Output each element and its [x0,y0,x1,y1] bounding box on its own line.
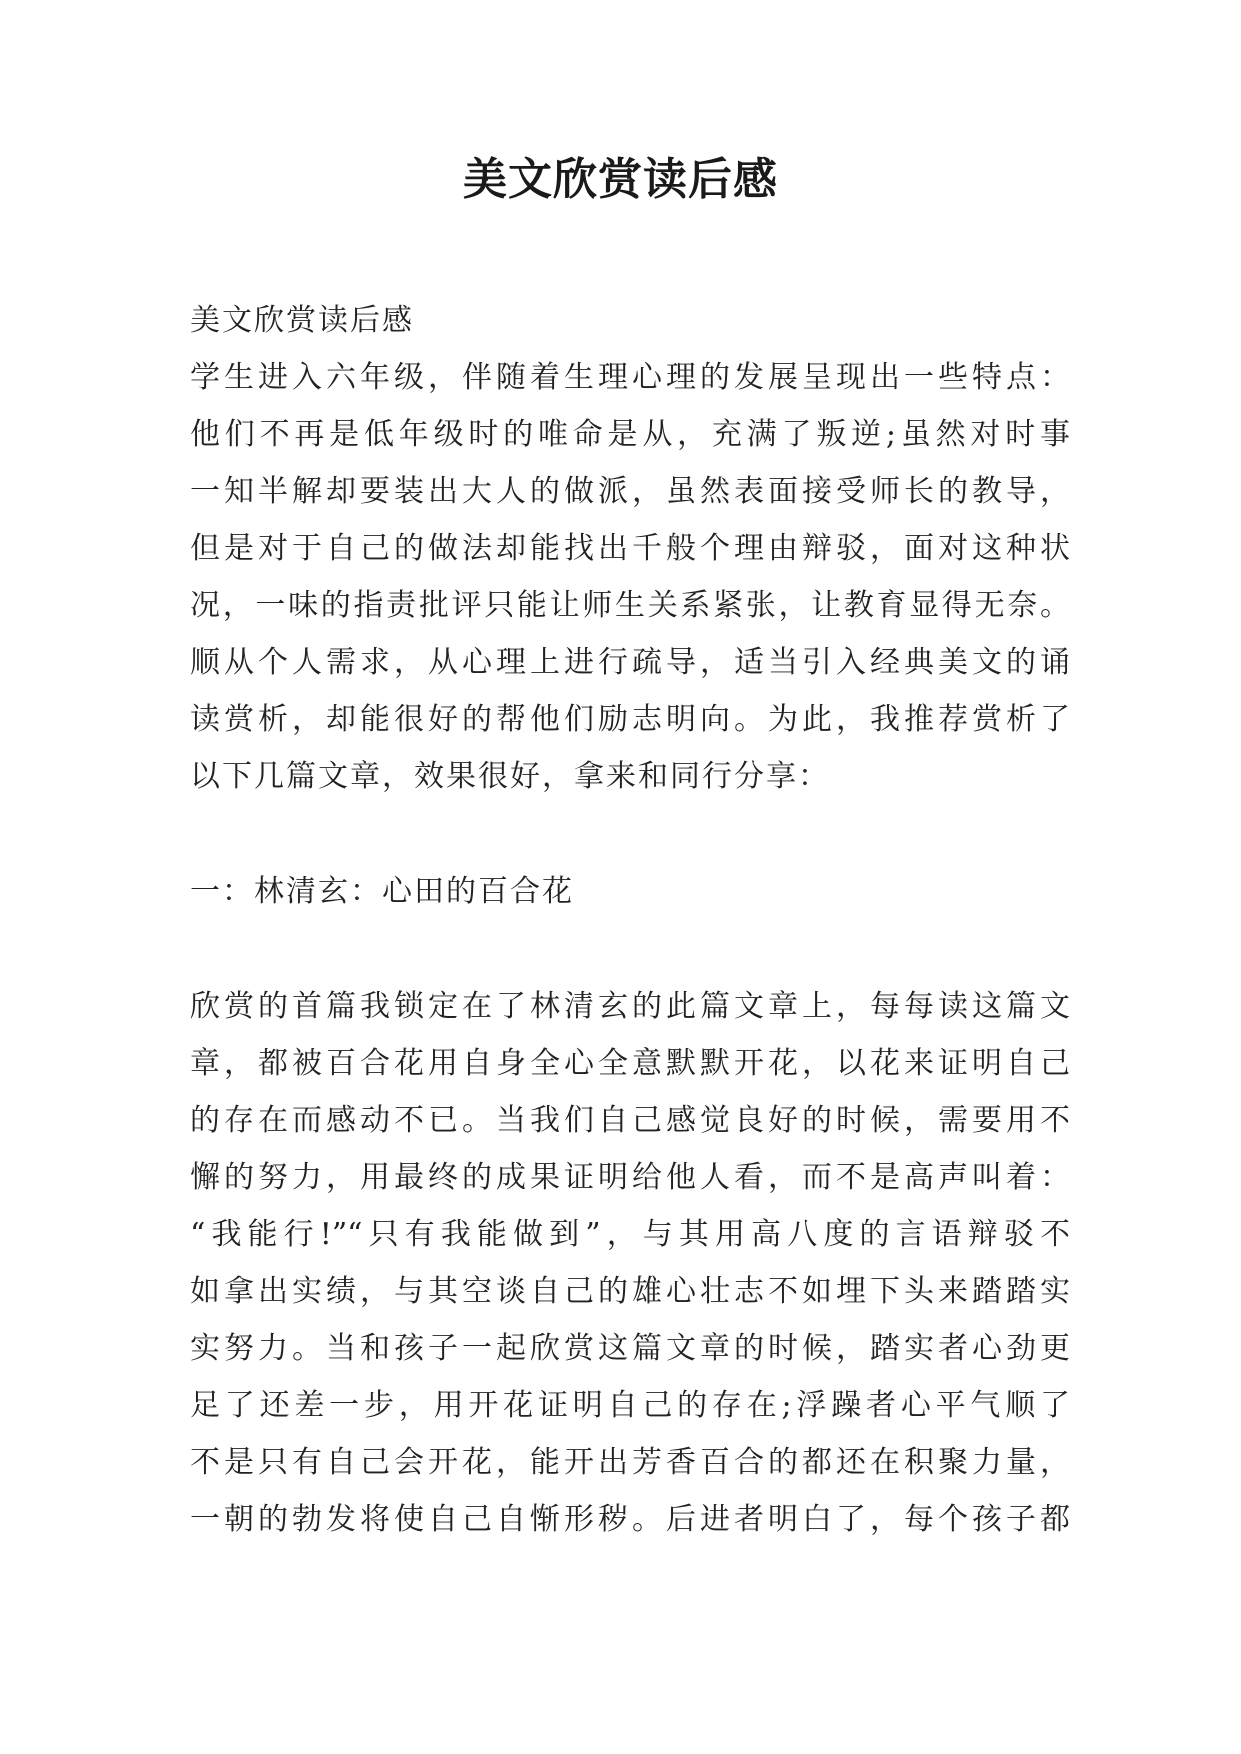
intro-line: 学生进入六年级，伴随着生理心理的发展呈现出一些特点： [190,360,1070,395]
section-line: 不是只有自己会开花，能开出芳香百合的都还在积聚力量， [190,1445,1070,1480]
section-line: 一朝的勃发将使自己自惭形秽。后进者明白了，每个孩子都 [190,1502,1070,1537]
intro-line: 但是对于自己的做法却能找出千般个理由辩驳，面对这种状 [190,531,1070,566]
paragraph-gap [190,920,1070,978]
document-title: 美文欣赏读后感 [463,154,778,205]
section-line: 懈的努力，用最终的成果证明给他人看，而不是高声叫着： [190,1160,1070,1195]
section-line: 的存在而感动不已。当我们自己感觉良好的时候，需要用不 [190,1103,1070,1138]
section-line: 欣赏的首篇我锁定在了林清玄的此篇文章上，每每读这篇文 [190,989,1070,1024]
section-line: 实努力。当和孩子一起欣赏这篇文章的时候，踏实者心劲更 [190,1331,1070,1366]
intro-line: 一知半解却要装出大人的做派，虽然表面接受师长的教导， [190,474,1070,509]
section-line: 如拿出实绩，与其空谈自己的雄心壮志不如埋下头来踏踏实 [190,1274,1070,1309]
intro-line: 读赏析，却能很好的帮他们励志明向。为此，我推荐赏析了 [190,702,1070,737]
paragraph-gap [190,805,1070,863]
intro-line: 以下几篇文章，效果很好，拿来和同行分享： [190,759,830,794]
section-line: “我能行!”“只有我能做到”，与其用高八度的言语辩驳不 [190,1217,1070,1252]
intro-line: 他们不再是低年级时的唯命是从，充满了叛逆;虽然对时事 [190,417,1070,452]
section-heading: 一：林清玄：心田的百合花 [190,874,574,909]
intro-line: 顺从个人需求，从心理上进行疏导，适当引入经典美文的诵 [190,645,1070,680]
intro-line: 况，一味的指责批评只能让师生关系紧张，让教育显得无奈。 [190,588,1070,623]
document-body [190,292,1070,1548]
subtitle-line: 美文欣赏读后感 [190,303,414,338]
section-line: 足了还差一步，用开花证明自己的存在;浮躁者心平气顺了 [190,1388,1070,1423]
section-line: 章，都被百合花用自身全心全意默默开花，以花来证明自己 [190,1046,1070,1081]
